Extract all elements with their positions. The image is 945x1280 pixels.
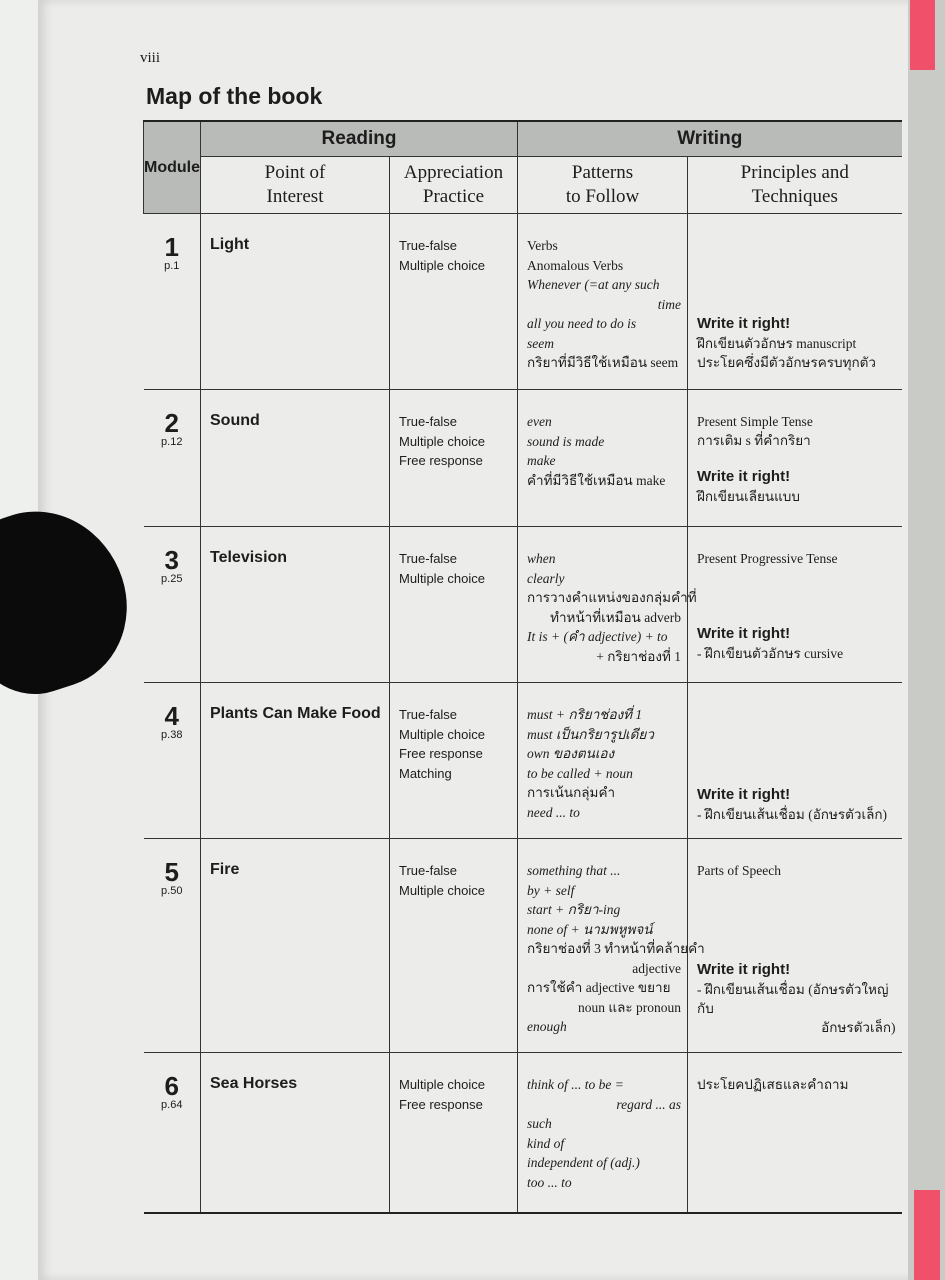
pattern-line: must + กริยาช่องที่ 1 (527, 707, 643, 722)
principle-line: Present Simple Tense (697, 414, 813, 429)
module-topic: Light (201, 214, 390, 390)
pattern-line: when (527, 551, 556, 566)
column-header-point-of-interest (201, 157, 390, 214)
group-header-row (144, 121, 902, 157)
page-tab-marker (914, 1190, 940, 1280)
write-it-right-heading: Write it right! (697, 625, 791, 642)
practice-item: True-false (399, 707, 458, 722)
group-header-writing: Writing (518, 121, 902, 157)
group-header-reading: Reading (201, 121, 518, 157)
write-it-right-heading: Write it right! (697, 786, 791, 803)
practice-item: Multiple choice (399, 1077, 485, 1092)
practice-item: Free response (399, 1096, 483, 1112)
module-rows (144, 214, 902, 1213)
pattern-line: enough (527, 1019, 567, 1034)
principle-line: - ฝึกเขียนตัวอักษร cursive (697, 646, 844, 661)
header-line: Appreciation (403, 162, 504, 183)
appreciation-practice-cell (390, 527, 518, 683)
principles-cell (688, 214, 902, 390)
principles-spacer (697, 450, 896, 467)
pattern-line: by + self (527, 882, 575, 898)
principles-spacer (697, 568, 896, 624)
pattern-line: start + กริยา-ing (527, 902, 621, 917)
module-page: p.38 (161, 729, 183, 741)
appreciation-practice-cell (390, 839, 518, 1053)
patterns-cell (518, 527, 697, 683)
pattern-line: clearly (527, 570, 565, 586)
page-title: Map of the book (146, 83, 323, 109)
pattern-line: must เป็นกริยารูปเดียว (527, 726, 654, 742)
principle-line: ฝึกเขียนเลียนแบบ (697, 489, 800, 504)
practice-item: Free response (399, 746, 483, 761)
practice-item: Multiple choice (399, 570, 485, 586)
header-line: Patterns (571, 162, 634, 183)
pattern-line: Whenever (=at any such (527, 277, 660, 292)
pattern-line: something that ... (527, 863, 621, 878)
header-line: Interest (266, 186, 324, 207)
pattern-line: none of + นามพหูพจน์ (527, 921, 653, 937)
module-topic: Sea Horses (201, 1053, 390, 1213)
header-line: Techniques (751, 186, 838, 207)
pattern-line: need ... to (527, 804, 580, 820)
pattern-line: seem (527, 335, 555, 351)
write-it-right-heading: Write it right! (697, 315, 791, 332)
pattern-line: kind of (527, 1135, 565, 1151)
principle-line: อักษรตัวเล็ก) (821, 1020, 896, 1035)
practice-item: True-false (399, 414, 458, 429)
module-cell (144, 527, 201, 683)
module-topic: Sound (201, 390, 390, 527)
principle-line: การเติม s ที่คำกริยา (697, 433, 811, 448)
practice-item: Multiple choice (399, 433, 485, 449)
patterns-cell (518, 1053, 688, 1213)
pattern-line: + กริยาช่องที่ 1 (596, 648, 682, 664)
header-line: to Follow (565, 186, 640, 207)
pattern-line: too ... to (527, 1174, 572, 1190)
pattern-line: ทำหน้าที่เหมือน adverb (550, 609, 682, 625)
principle-line: Present Progressive Tense (697, 551, 838, 566)
pattern-line: such (527, 1116, 552, 1131)
pattern-line: independent of (adj.) (527, 1155, 640, 1170)
module-number: 1 (164, 232, 179, 262)
principles-cell (688, 683, 902, 839)
principles-spacer (697, 880, 896, 960)
principle-line: ประโยคซึ่งมีตัวอักษรครบทุกตัว (697, 355, 876, 370)
principle-line: ฝึกเขียนตัวอักษร manuscript (697, 336, 857, 351)
pattern-line: time (657, 296, 682, 312)
principle-line: Parts of Speech (697, 863, 781, 878)
pattern-line: sound is made (527, 433, 605, 449)
module-number: 3 (164, 545, 179, 575)
principle-line: - ฝึกเขียนเส้นเชื่อม (อักษรตัวใหญ่กับ (697, 982, 889, 1016)
column-header-appreciation-practice (390, 157, 518, 214)
practice-item: Matching (399, 765, 452, 781)
pattern-line: การใช้คำ adjective ขยาย (527, 980, 671, 995)
page-number: viii (140, 50, 161, 66)
appreciation-practice-cell (390, 390, 518, 527)
appreciation-practice-cell (390, 1053, 518, 1213)
pattern-line: all you need to do is (527, 316, 637, 331)
module-cell (144, 839, 201, 1053)
module-number: 2 (164, 408, 179, 438)
module-topic: Plants Can Make Food (201, 683, 390, 839)
header-line: Point of (264, 162, 326, 183)
pattern-line: to be called + noun (527, 765, 633, 781)
module-cell (144, 1053, 201, 1213)
module-page: p.50 (161, 885, 183, 897)
page-right-edge (908, 0, 945, 1280)
principles-spacer (697, 236, 896, 314)
principle-line: - ฝึกเขียนเส้นเชื่อม (อักษรตัวเล็ก) (697, 807, 888, 822)
pattern-line: การวางคำแหน่งของกลุ่มคำที่ (527, 590, 697, 605)
principles-cell (688, 390, 902, 527)
module-page: p.1 (164, 260, 180, 272)
pattern-line: own ของตนเอง (527, 746, 615, 761)
patterns-cell (518, 214, 688, 390)
column-header-row (144, 157, 902, 214)
practice-item: True-false (399, 238, 458, 253)
module-row (144, 527, 902, 683)
pattern-line: think of ... to be = (527, 1077, 624, 1092)
module-number: 5 (164, 857, 179, 887)
patterns-cell (518, 839, 705, 1053)
practice-item: Multiple choice (399, 257, 485, 273)
pattern-line: even (527, 414, 552, 429)
module-row (144, 214, 902, 390)
patterns-cell (518, 390, 688, 527)
write-it-right-heading: Write it right! (697, 468, 791, 485)
principles-cell (688, 1053, 902, 1213)
module-number: 4 (164, 701, 179, 731)
principles-cell (688, 839, 902, 1053)
principle-line: ประโยคปฏิเสธและคำถาม (697, 1077, 849, 1092)
practice-item: Free response (399, 453, 483, 468)
pattern-line: คำที่มีวิธีใช้เหมือน make (527, 472, 666, 488)
module-cell (144, 390, 201, 527)
header-line: Practice (422, 186, 485, 207)
pattern-line: regard ... as (616, 1096, 682, 1112)
pattern-line: Verbs (527, 238, 558, 253)
principles-spacer (697, 705, 896, 785)
column-header-principles-and-techniques (688, 157, 902, 214)
module-topic: Fire (201, 839, 390, 1053)
module-page: p.12 (161, 436, 183, 448)
module-row (144, 839, 902, 1053)
practice-item: Multiple choice (399, 726, 485, 742)
practice-item: True-false (399, 863, 458, 878)
practice-item: Multiple choice (399, 882, 485, 898)
module-page: p.25 (161, 573, 183, 585)
pattern-line: noun และ pronoun (578, 999, 682, 1015)
column-header-patterns-to-follow (518, 157, 688, 214)
appreciation-practice-cell (390, 683, 518, 839)
module-page: p.64 (161, 1099, 183, 1111)
module-number: 6 (164, 1071, 179, 1101)
module-cell (144, 683, 201, 839)
module-topic: Television (201, 527, 390, 683)
header-line: Principles and (740, 162, 849, 183)
pattern-line: กริยาช่องที่ 3 ทำหน้าที่คล้ายคำ (527, 941, 705, 956)
page-tab-marker (910, 0, 935, 70)
pattern-line: การเน้นกลุ่มคำ (527, 785, 616, 800)
module-cell (144, 214, 201, 390)
patterns-cell (518, 683, 688, 839)
pattern-line: make (527, 453, 556, 468)
pattern-line: adjective (632, 960, 682, 976)
appreciation-practice-cell (390, 214, 518, 390)
write-it-right-heading: Write it right! (697, 961, 791, 978)
practice-item: True-false (399, 551, 458, 566)
principles-cell (688, 527, 902, 683)
module-row (144, 390, 902, 527)
column-header-module: Module (144, 121, 201, 214)
pattern-line: กริยาที่มีวิธีใช้เหมือน seem (527, 355, 679, 370)
map-table (143, 120, 902, 1214)
pattern-line: It is + (คำ adjective) + to (527, 629, 668, 644)
module-row (144, 683, 902, 839)
module-row (144, 1053, 902, 1213)
pattern-line: Anomalous Verbs (527, 257, 624, 273)
